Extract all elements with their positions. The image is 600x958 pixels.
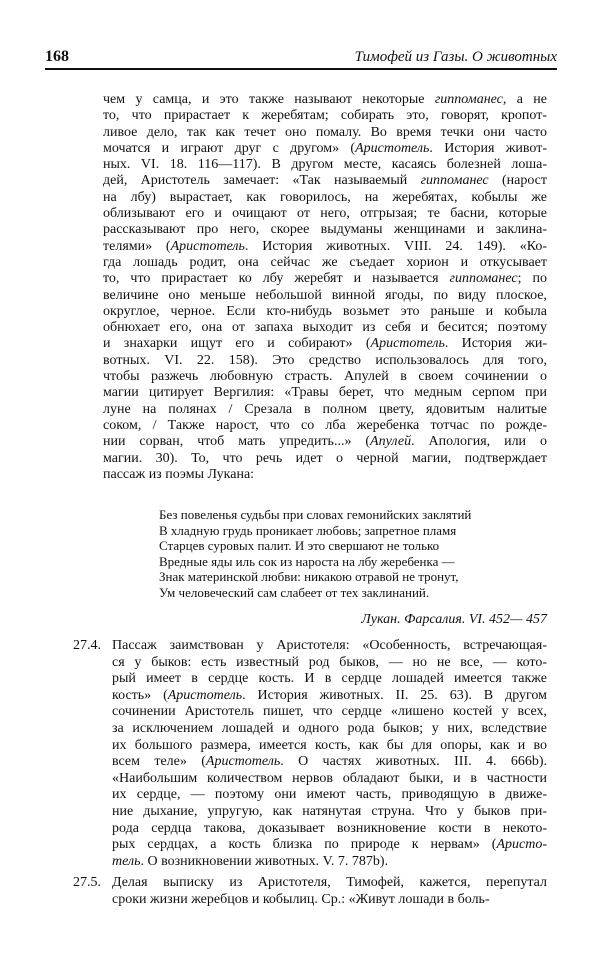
text-line xyxy=(112,754,547,771)
text-segment: чем у самца, и это также называют некоторые xyxy=(103,92,435,107)
text-line xyxy=(112,771,547,788)
text-segment: то, что прирастает к жеребятам; собирать это, говорят, кропот- xyxy=(103,108,547,124)
text-line xyxy=(112,804,547,821)
poem-citation: Лукан. Фарсалия. VI. 452— 457 xyxy=(361,612,547,627)
text-segment: рых сердцах, а кость близка по природе к нервам» ( xyxy=(112,837,497,853)
italic-text: гиппоманес xyxy=(420,173,489,189)
text-line xyxy=(103,173,547,189)
text-segment: «Наибольшим количеством нервов обладают быки, и в частности xyxy=(112,770,547,786)
text-line xyxy=(103,206,547,222)
text-segment: округлое, черное. Если кто-нибудь возьмет это раньше и кобыла xyxy=(103,303,547,319)
text-segment: телями» ( xyxy=(103,238,171,254)
text-line xyxy=(103,320,547,336)
poem-line: Ум человеческий сам слабеет от тех заклинаний. xyxy=(159,584,430,600)
text-line xyxy=(103,190,547,206)
text-segment: ных. VI. 18. 116—117). В другом месте, касаясь болезней лоша- xyxy=(103,157,547,173)
text-segment: магии. 30). То, что речь идет о черной магии, подтверждает xyxy=(103,450,547,466)
text-segment: . История животных. II. 25. 63). В другом xyxy=(242,687,547,703)
text-line xyxy=(112,837,547,854)
text-segment: рода сердца такова, доказывает возникновение кости в некото- xyxy=(112,820,547,836)
poem-line: Знак материнской любви: никакою отравой не тронут, xyxy=(159,569,459,585)
note-text xyxy=(112,875,547,908)
text-line xyxy=(103,157,547,173)
italic-text: гиппоманес xyxy=(434,92,503,107)
text-segment: ние дыхание, упругую, как натянутая струна. Что у быков при- xyxy=(112,803,547,819)
text-line xyxy=(103,385,547,401)
italic-text: Аристотель xyxy=(170,238,245,254)
text-segment: . История жи- xyxy=(444,336,547,352)
text-segment: ся у быков: есть известный род быков, — но не все, — кото- xyxy=(112,654,547,670)
text-segment: рассказывают про него, скорее выдуманы женщинами и заклина- xyxy=(103,222,547,238)
text-line xyxy=(112,704,547,721)
italic-text: Аристо- xyxy=(496,837,547,853)
text-line xyxy=(112,655,547,672)
poem-quote xyxy=(159,507,539,601)
header-rule xyxy=(45,68,557,70)
italic-text: Аристотель xyxy=(205,754,281,770)
note-number: 27.5. xyxy=(73,875,101,890)
text-segment: на лбу) вырастает, как говорилось, на жеребятах, кобылы же xyxy=(103,189,547,205)
poem-line: Старцев суровых палит. И это свершают не только xyxy=(159,538,440,554)
text-segment: сочинении Аристотель пишет, что сердце «лишено костей у всех, xyxy=(112,704,547,720)
text-segment: мочатся и играют друг с другом» ( xyxy=(103,140,356,156)
text-segment: (нарост xyxy=(488,173,547,189)
body-text xyxy=(103,92,547,483)
text-segment: гда лошадь родит, она сейчас же съедает хорион и откусывает xyxy=(103,254,547,270)
note-text xyxy=(112,638,547,870)
text-segment: кость» ( xyxy=(112,687,168,703)
text-segment: магии цитирует Вергилия: «Травы берет, что медным серпом при xyxy=(103,385,547,401)
text-line xyxy=(103,92,547,108)
text-segment: Делая выписку из Аристотеля, Тимофей, кажется, перепутал xyxy=(112,875,547,890)
text-line xyxy=(103,467,547,483)
text-segment: их большого размера, имеется кость, как бы для опоры, как и во xyxy=(112,737,547,753)
text-line xyxy=(103,402,547,418)
text-line xyxy=(112,638,547,655)
text-line xyxy=(103,271,547,287)
italic-text: Аристотель xyxy=(355,140,430,156)
text-line xyxy=(103,336,547,352)
text-line xyxy=(103,125,547,141)
text-segment: ливое дело, так как течет оно помалу. Во время течки они часто xyxy=(103,124,547,140)
italic-text: Апулей xyxy=(370,434,412,450)
text-line xyxy=(112,892,547,909)
text-line xyxy=(112,854,547,871)
text-line xyxy=(112,671,547,688)
text-segment: ; по xyxy=(517,271,547,287)
page-number: 168 xyxy=(45,48,69,65)
text-segment: рый имеет в сердце кость. И в сердце лошадей имеется также xyxy=(112,671,547,687)
text-segment: чтобы разжечь любовную страсть. Апулей в своем сочинении о xyxy=(103,369,547,385)
italic-text: Аристотель xyxy=(370,336,445,352)
text-segment: . О частях животных. III. 4. 666b). xyxy=(280,754,547,770)
text-line xyxy=(103,288,547,304)
text-segment: пассаж из поэмы Лукана: xyxy=(103,466,255,482)
text-segment: вотных. VI. 22. 158). Это средство использовалось для того, xyxy=(103,352,547,368)
text-line xyxy=(103,304,547,320)
text-line xyxy=(103,418,547,434)
text-segment: луне на полянах / Срезала в полном цвету, ядовитым налитые xyxy=(103,401,547,417)
poem-line: Вредные яды иль сок из нароста на лбу жеребенка — xyxy=(159,553,455,569)
text-line xyxy=(112,821,547,838)
italic-text: тель xyxy=(112,853,141,869)
text-line xyxy=(103,141,547,157)
text-line xyxy=(112,688,547,705)
text-line xyxy=(112,738,547,755)
text-segment: их сердце, — поэтому они имеют часть, приводящую в движе- xyxy=(112,787,547,803)
text-line xyxy=(103,255,547,271)
text-segment: облизывают его и очищают от него, отгрызая; те басни, которые xyxy=(103,206,547,222)
note-number: 27.4. xyxy=(73,638,101,653)
text-line xyxy=(103,451,547,467)
running-title: Тимофей из Газы. О животных xyxy=(354,49,557,65)
text-segment: . О возникновении животных. V. 7. 787b). xyxy=(140,853,389,869)
text-segment: всем теле» ( xyxy=(112,754,206,770)
text-segment: . Апология, или о xyxy=(411,434,547,450)
italic-text: Аристотель xyxy=(167,687,243,703)
text-segment: Пассаж заимствован у Аристотеля: «Особенность, встречающая- xyxy=(112,638,547,653)
text-segment: величине оно меньше небольшой винной ягоды, по виду плоское, xyxy=(103,287,547,303)
text-segment: обнюхает его, она от запаха выходит из себя и бесится; поэтому xyxy=(103,320,547,336)
text-segment: соком, / Также нарост, что со лба жеребенка тотчас по рожде- xyxy=(103,417,547,433)
text-line xyxy=(103,369,547,385)
text-line xyxy=(103,222,547,238)
text-segment: . История животных. VIII. 24. 149). «Ко- xyxy=(244,238,547,254)
text-segment: сроки жизни жеребцов и кобылиц. Ср.: «Живут лошади в боль- xyxy=(112,891,490,907)
poem-line: В хладную грудь проникает любовь; запретное пламя xyxy=(159,522,457,538)
text-line xyxy=(103,239,547,255)
text-line xyxy=(112,875,547,892)
text-segment: то, что прирастает ко лбу жеребят и называется xyxy=(103,271,450,287)
poem-line: Без повеленья судьбы при словах гемонийских заклятий xyxy=(159,507,472,522)
text-line xyxy=(112,787,547,804)
text-segment: . История живот- xyxy=(429,140,547,156)
text-line xyxy=(103,353,547,369)
italic-text: гиппоманес xyxy=(449,271,518,287)
text-segment: , а не xyxy=(502,92,547,107)
text-segment: нии сорван, чтоб мать упредить...» ( xyxy=(103,434,371,450)
text-line xyxy=(112,721,547,738)
text-line xyxy=(103,434,547,450)
text-segment: за исключением лошадей и одного рода быков; у них, вследствие xyxy=(112,720,547,736)
text-line xyxy=(103,108,547,124)
text-segment: дей, Аристотель замечает: «Так называемый xyxy=(103,173,421,189)
text-segment: и знахарки ищут его и собирают» ( xyxy=(103,336,371,352)
